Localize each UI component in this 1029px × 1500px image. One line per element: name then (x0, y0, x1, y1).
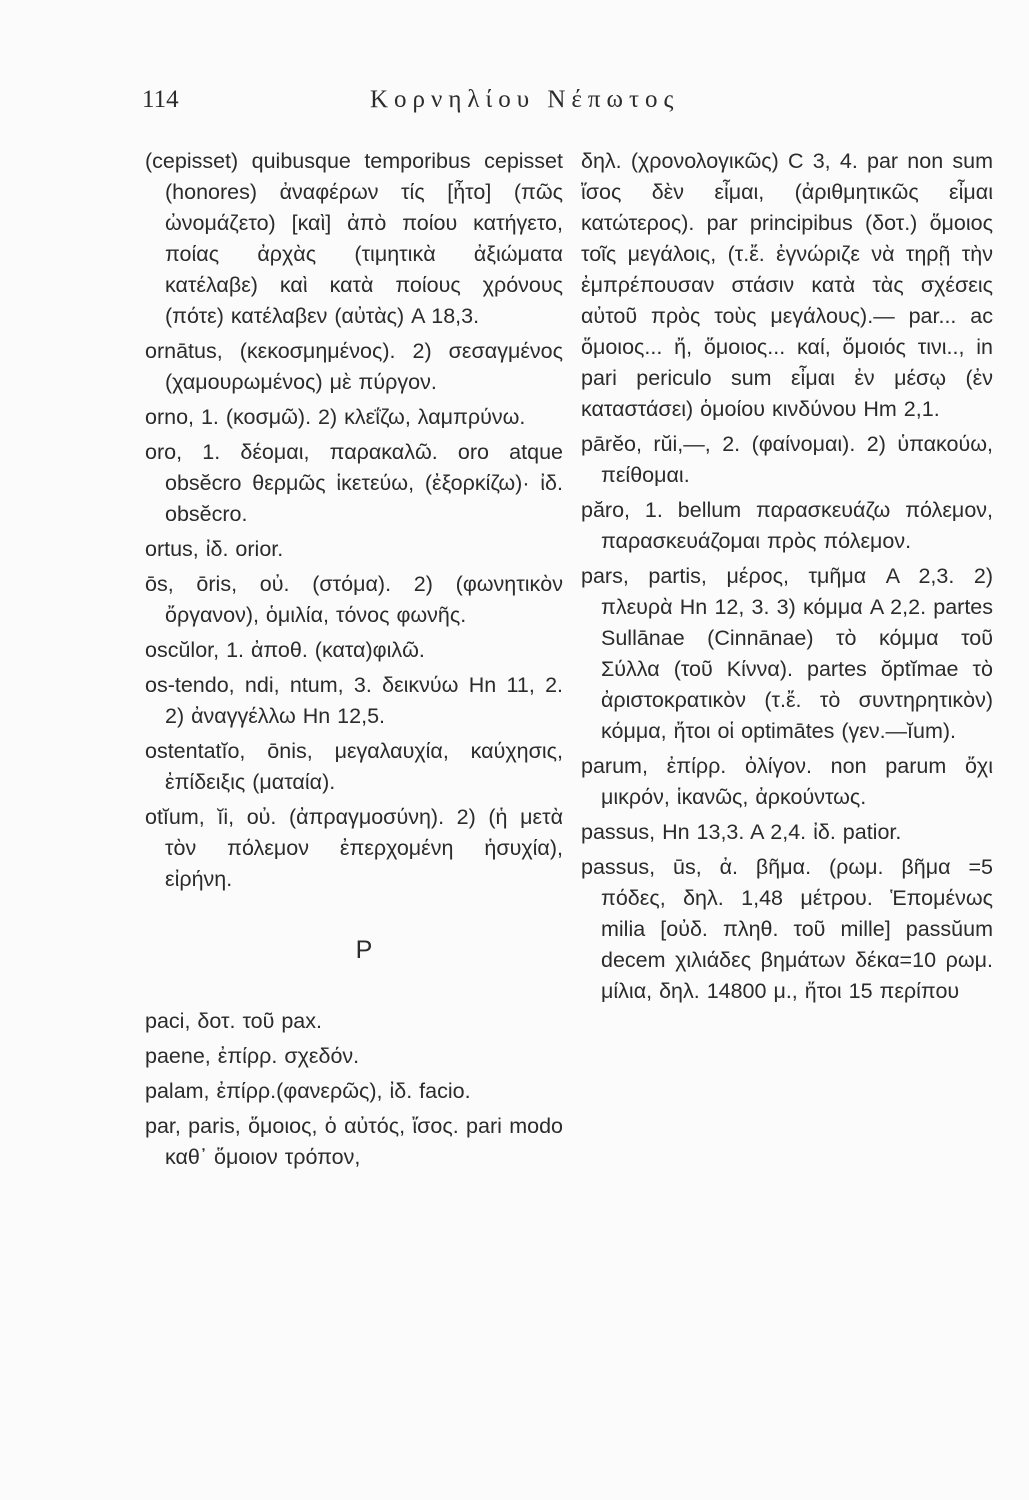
dictionary-entry: palam, ἐπίρρ.(φανερῶς), ἰδ. facio. (145, 1079, 471, 1103)
dictionary-entry: paci, δοτ. τοῦ pax. (145, 1009, 322, 1033)
dictionary-entry: pars, partis, μέρος, τμῆμα A 2,3. 2) πλευρὰ Hn 12, 3. 3) κόμμα A 2,2. partes Sullānae (Cinnānae) τὸ κόμμα τοῦ Σύλλα (τοῦ Κίννα). partes ŏptĭmae τὸ ἀριστοκρατικὸν (τ.ἔ. τὸ συντηρητικὸν) κόμμα, ἤτοι οἱ optimātes (γεν.—ĭum). (581, 564, 993, 743)
dictionary-entry: os-tendo, ndi, ntum, 3. δεικνύω Hn 11, 2. 2) ἀναγγέλλω Hn 12,5. (145, 673, 563, 728)
dictionary-entry: păro, 1. bellum παρασκευάζω πόλεμον, παρασκευάζομαι πρὸς πόλεμον. (581, 498, 993, 553)
dictionary-entry: ostentatĭo, ōnis, μεγαλαυχία, καύχησις, ἐπίδειξις (ματαία). (145, 739, 563, 794)
dictionary-entry: orno, 1. (κοσμῶ). 2) κλεΐζω, λαμπρύνω. (145, 405, 526, 429)
dictionary-entry: oscŭlor, 1. ἀποθ. (κατα)φιλῶ. (145, 638, 425, 662)
dictionary-entry: ornātus, (κεκοσμημένος). 2) σεσαγμένος (χαμουρωμένος) μὲ πύργον. (145, 339, 563, 394)
section-letter: P (355, 936, 373, 964)
page-number: 114 (142, 86, 179, 113)
dictionary-entry: paene, ἐπίρρ. σχεδόν. (145, 1044, 360, 1068)
dictionary-entry: ortus, ἰδ. orior. (145, 537, 284, 561)
dictionary-entry: otĭum, ĭi, οὐ. (ἀπραγμοσύνη). 2) (ἡ μετὰ τὸν πόλεμον ἐπερχομένη ἡσυχία), εἰρήνη. (145, 805, 563, 891)
dictionary-entry: oro, 1. δέομαι, παρακαλῶ. oro atque obsĕcro θερμῶς ἱκετεύω, (ἐξορκίζω)· ἰδ. obsĕcro. (145, 440, 563, 526)
running-title: Κορνηλίου Νέπωτος (370, 86, 680, 113)
right-column (581, 146, 993, 1011)
running-head (142, 86, 932, 126)
dictionary-entry: parum, ἐπίρρ. ὀλίγον. non parum ὄχι μικρόν, ἱκανῶς, ἀρκούντως. (581, 754, 993, 809)
dictionary-entry: pārĕo, rŭi,—, 2. (φαίνομαι). 2) ὑπακούω, πείθομαι. (581, 432, 993, 487)
dictionary-entry: (cepisset) quibusque temporibus cepisset (honores) ἀναφέρων τίς [ἦτο] (πῶς ὠνομάζετο) [καὶ] ἀπὸ ποίου κατήγετο, ποίας ἀρχὰς (τιμητικὰ ἀξιώματα κατέλαβε) καὶ κατὰ ποίους χρόνους (πότε) κατέλαβεν (αὐτὰς) A 18,3. (145, 149, 563, 328)
dictionary-entry: passus, ūs, ἀ. βῆμα. (ρωμ. βῆμα =5 πόδες, δηλ. 1,48 μέτρου. Ἑπομένως milia [οὐδ. πληθ. τοῦ mille] passŭum decem χιλιάδες βημάτων δέκα=10 ρωμ. μίλια, δηλ. 14800 μ., ἤτοι 15 περίπου (581, 855, 993, 1003)
dictionary-entry: δηλ. (χρονολογικῶς) C 3, 4. par non sum ἴσος δὲν εἶμαι, (ἀριθμητικῶς εἶμαι κατώτερος). par principibus (δοτ.) ὅμοιος τοῖς μεγάλοις, (τ.ἔ. ἐγνώριζε νὰ τηρῇ τὴν ἐμπρέπουσαν στάσιν κατὰ τὰς σχέσεις αὐτοῦ πρὸς τοὺς μεγάλους).— par... ac ὅμοιος... ἤ, ὅμοιος... καί, ὅμοιός τινι.., in pari periculo sum εἶμαι ἐν μέσῳ (ἐν καταστάσει) ὁμοίου κινδύνου Hm 2,1. (581, 149, 993, 421)
dictionary-entry: par, paris, ὅμοιος, ὁ αὐτός, ἴσος. pari modo καθ᾽ ὅμοιον τρόπον, (145, 1114, 563, 1169)
dictionary-entry: passus, Hn 13,3. A 2,4. ἰδ. patior. (581, 820, 902, 844)
dictionary-entry: ōs, ōris, οὐ. (στόμα). 2) (φωνητικὸν ὄργανον), ὁμιλία, τόνος φωνῆς. (145, 572, 563, 627)
left-column (145, 146, 563, 1177)
